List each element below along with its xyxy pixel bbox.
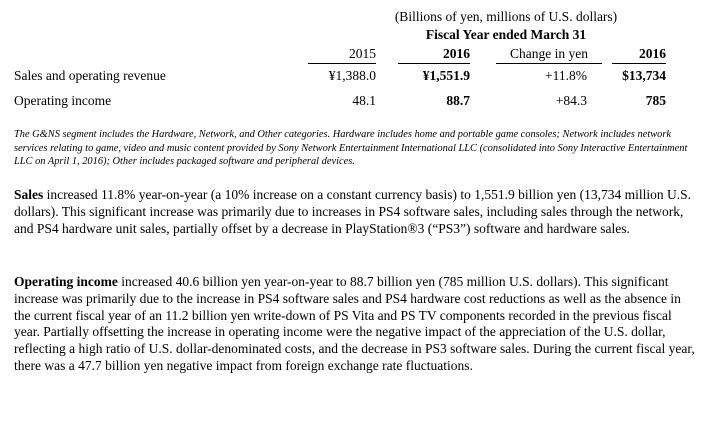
operating-income-paragraph <box>14 274 698 375</box>
header-rule-2016-usd <box>612 63 666 64</box>
unit-note: (Billions of yen, millions of U.S. dollars) <box>394 9 618 24</box>
column-header-2015: 2015 <box>349 46 376 61</box>
value-2016-usd: 785 <box>645 93 666 108</box>
sales-paragraph <box>14 187 698 237</box>
column-header-change: Change in yen <box>510 46 588 61</box>
sales-body: increased 11.8% year-on-year (a 10% increase on a constant currency basis) to 1,551.9 billion yen (13,734 million U.S. dollars). This significant increase was primarily due to increases in PS4 software sales, including sales through the network, and PS4 hardware unit sales, partially offset by a decrease in PlayStation®3 (“PS3”) software and hardware sales. <box>14 187 692 236</box>
header-rule-2016-yen <box>398 63 470 64</box>
value-change: +84.3 <box>555 93 587 108</box>
value-change: +11.8% <box>545 68 587 83</box>
value-2016-usd: $13,734 <box>622 68 666 83</box>
header-rule-2015 <box>308 63 376 64</box>
column-header-2016-yen: 2016 <box>443 46 470 61</box>
header-rule-change <box>496 63 602 64</box>
financial-summary-table <box>0 0 715 120</box>
operating-income-lead: Operating income <box>14 274 118 289</box>
period-heading: Fiscal Year ended March 31 <box>425 27 587 42</box>
value-2015: 48.1 <box>352 93 376 108</box>
row-label: Operating income <box>14 93 112 108</box>
value-2016-yen: ¥1,551.9 <box>422 68 470 83</box>
value-2016-yen: 88.7 <box>446 93 470 108</box>
sales-lead: Sales <box>14 187 44 202</box>
segment-footnote: The G&NS segment includes the Hardware, Network, and Other categories. Hardware includes home and portable game consoles; Network includes network services relating to game, video and music content provided by Sony Network Entertainment International LLC (consolidated into Sony Interactive Entertainment LLC on April 1, 2016); Other includes packaged software and peripheral devices. <box>14 129 688 168</box>
row-label: Sales and operating revenue <box>14 68 166 83</box>
operating-income-body: increased 40.6 billion yen year-on-year to 88.7 billion yen (785 million U.S. dollars). This significant increase was primarily due to the increase in PS4 software sales and PS4 hardware cost reductions as well as the absence in the current fiscal year of an 11.2 billion yen write-down of PS Vita and PS TV components recorded in the previous fiscal year. Partially offsetting the increase in operating income were the negative impact of the appreciation of the U.S. dollar, reflecting a high ratio of U.S. dollar-denominated costs, and the decrease in PS3 software sales. During the current fiscal year, there was a 47.7 billion yen negative impact from foreign exchange rate fluctuations. <box>14 274 695 373</box>
value-2015: ¥1,388.0 <box>328 68 376 83</box>
column-header-2016-usd: 2016 <box>639 46 666 61</box>
